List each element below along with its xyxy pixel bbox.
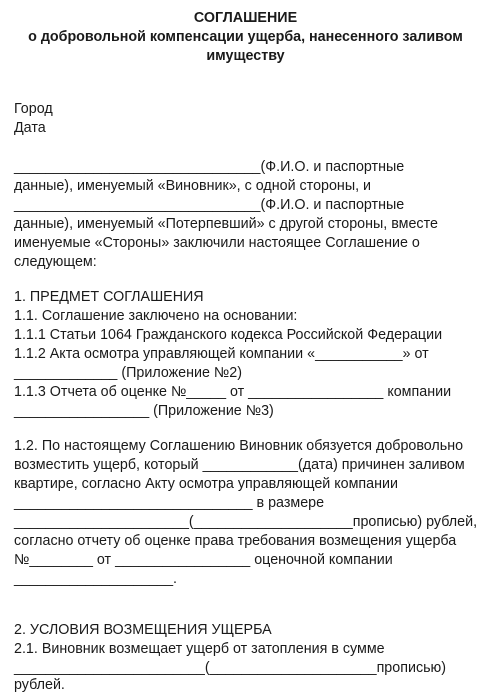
parties-line: следующем: — [14, 254, 97, 270]
parties-line: _______________________________(Ф.И.О. и паспортные — [14, 197, 405, 213]
document-title: СОГЛАШЕНИЕ — [193, 10, 298, 26]
parties-line: данные), именуемый «Потерпевший» с другой стороны, вместе — [14, 216, 438, 232]
clause-1-2-line: ____________________. — [14, 571, 177, 587]
clause-1-2-line: ______________________________ в размере — [14, 495, 325, 511]
section-1-line: 1.1.2 Акта осмотра управляющей компании «___________» от — [14, 346, 429, 362]
clause-1-2-line: согласно отчету об оценке права требования возмещения ущерба — [14, 533, 457, 549]
clause-1-2-line: №________ от _________________ оценочной компании — [14, 552, 393, 568]
parties-line: _______________________________(Ф.И.О. и паспортные — [14, 159, 405, 175]
section-1-line: 1.1. Соглашение заключено на основании: — [14, 308, 298, 324]
parties-line: данные), именуемый «Виновник», с одной стороны, и — [14, 178, 372, 194]
section-1-line: 1.1.1 Статьи 1064 Гражданского кодекса Российской Федерации — [14, 327, 443, 343]
parties-line: именуемые «Стороны» заключили настоящее Соглашение о — [14, 235, 420, 251]
document-subtitle-continued: имуществу — [206, 48, 285, 64]
section-2-heading: 2. УСЛОВИЯ ВОЗМЕЩЕНИЯ УЩЕРБА — [14, 622, 272, 638]
section-1-line: _________________ (Приложение №3) — [14, 403, 274, 419]
section-2-line: рублей. — [14, 677, 65, 693]
section-2-line: ________________________(_____________________прописью) — [14, 660, 447, 676]
section-1-line: 1.1.3 Отчета об оценке №_____ от _________________ компании — [14, 384, 452, 400]
clause-1-2-line: квартире, согласно Акту осмотра управляющей компании — [14, 476, 398, 492]
section-1-heading: 1. ПРЕДМЕТ СОГЛАШЕНИЯ — [14, 289, 204, 305]
document-subtitle: о добровольной компенсации ущерба, нанесенного заливом — [28, 29, 463, 45]
section-1-line: _____________ (Приложение №2) — [14, 365, 242, 381]
section-2-line: 2.1. Виновник возмещает ущерб от затопления в сумме — [14, 641, 385, 657]
clause-1-2-line: возместить ущерб, который ____________(дата) причинен заливом — [14, 457, 465, 473]
clause-1-2-line: ______________________(____________________прописью) рублей, — [14, 514, 478, 530]
date-field: Дата — [14, 120, 46, 136]
city-field: Город — [14, 101, 53, 117]
clause-1-2-line: 1.2. По настоящему Соглашению Виновник обязуется добровольно — [14, 438, 464, 454]
